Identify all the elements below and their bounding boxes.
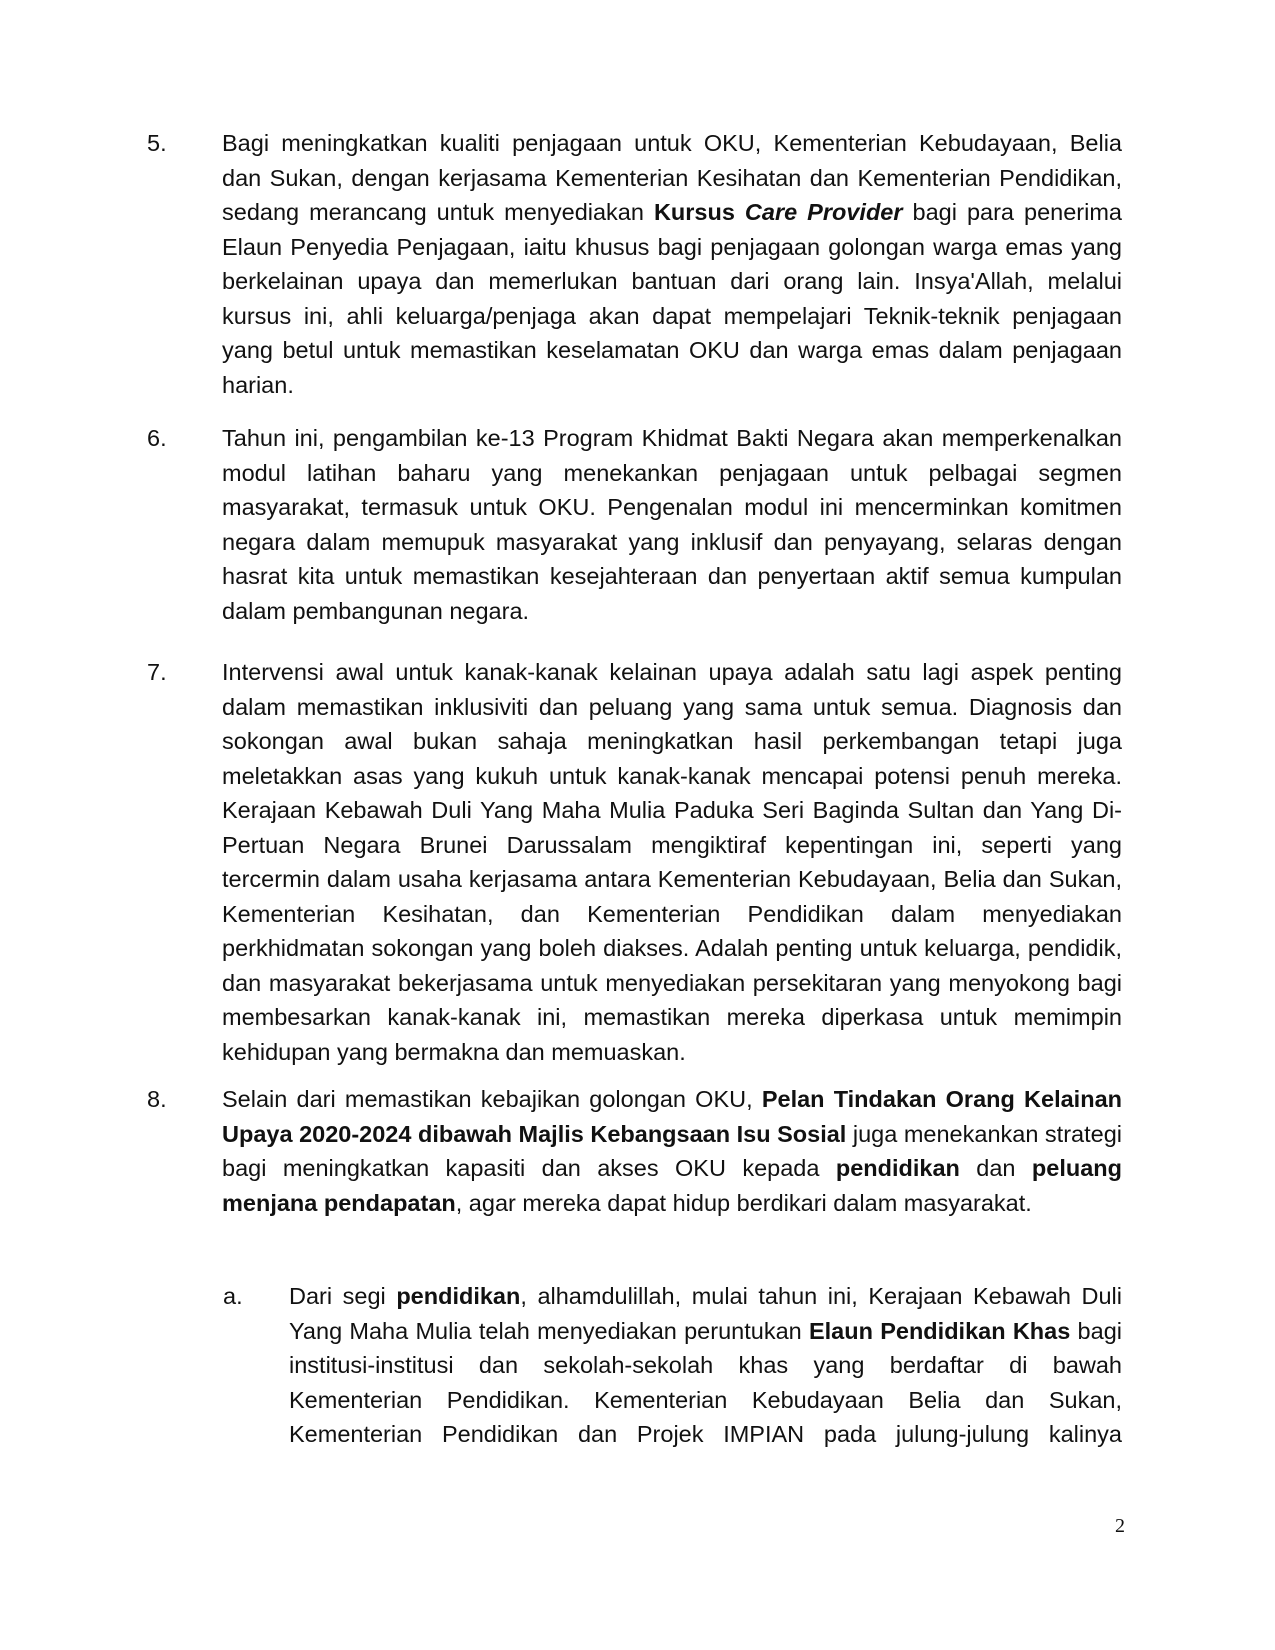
bold-text: pendidikan	[396, 1283, 521, 1309]
text-run: Bagi meningkatkan kualiti penjagaan untuk OKU, Kementerian Kebudayaan, Belia dan Sukan, dengan kerjasama Kementerian Kesihatan dan Kementerian Pendidikan, sedang merancang untuk menyediakan	[222, 130, 1122, 225]
paragraph-text	[222, 126, 1122, 402]
bold-text: peluang menjana pendapatan	[222, 1155, 1122, 1216]
subparagraph-text	[289, 1279, 1122, 1452]
text-run: , agar mereka dapat hidup berdikari dalam masyarakat.	[455, 1189, 1032, 1216]
paragraph-number: 6.	[147, 425, 167, 451]
paragraph-text	[222, 1082, 1122, 1220]
bold-text: Elaun Pendidikan Khas	[808, 1317, 1071, 1344]
text-run: Intervensi awal untuk kanak-kanak kelainan upaya adalah satu lagi aspek penting dalam memastikan inklusiviti dan peluang yang sama untuk semua. Diagnosis dan sokongan awal bukan sahaja meningkatkan hasil perkembangan tetapi juga meletakkan asas yang kukuh untuk kanak-kanak mencapai potensi penuh mereka. Kerajaan Kebawah Duli Yang Maha Mulia Paduka Seri Baginda Sultan dan Yang Di-Pertuan Negara Brunei Darussalam mengiktiraf kepentingan ini, seperti yang tercermin dalam usaha kerjasama antara Kementerian Kebudayaan, Belia dan Sukan, Kementerian Kesihatan, dan Kementerian Pendidikan dalam menyediakan perkhidmatan sokongan yang boleh diakses. Adalah penting untuk keluarga, pendidik, dan masyarakat bekerjasama untuk menyediakan persekitaran yang menyokong bagi membesarkan kanak-kanak ini, memastikan mereka diperkasa untuk memimpin kehidupan yang bermakna dan memuaskan.	[222, 659, 1122, 1065]
subparagraph-letter: a.	[223, 1283, 243, 1309]
paragraph-number: 7.	[147, 659, 167, 685]
text-run: juga menekankan strategi bagi meningkatkan kapasiti dan akses OKU kepada	[222, 1120, 1122, 1181]
bold-text: Kursus	[653, 199, 745, 225]
text-run: Dari segi	[289, 1283, 397, 1309]
paragraph-number: 5.	[147, 130, 167, 156]
text-run: Selain dari memastikan kebajikan golongan OKU,	[222, 1086, 762, 1112]
paragraph-6	[147, 421, 1122, 628]
bold-text: Pelan Tindakan Orang Kelainan Upaya 2020-2024 dibawah Majlis Kebangsaan Isu Sosial	[222, 1086, 1122, 1147]
paragraph-5	[147, 126, 1122, 402]
bold-italic-text: Care Provider	[744, 199, 903, 225]
subparagraph-8a	[223, 1279, 1122, 1452]
paragraph-text	[222, 421, 1122, 628]
paragraph-number: 8.	[147, 1086, 167, 1112]
text-run: bagi para penerima Elaun Penyedia Penjagaan, iaitu khusus bagi penjagaan golongan warga emas yang berkelainan upaya dan memerlukan bantuan dari orang lain. Insya'Allah, melalui kursus ini, ahli keluarga/penjaga akan dapat mempelajari Teknik-teknik penjagaan yang betul untuk memastikan keselamatan OKU dan warga emas dalam penjagaan harian.	[222, 199, 1122, 398]
page-number: 2	[1115, 1515, 1125, 1537]
bold-text: pendidikan	[835, 1155, 960, 1181]
text-run: Tahun ini, pengambilan ke-13 Program Khidmat Bakti Negara akan memperkenalkan modul latihan baharu yang menekankan penjagaan untuk pelbagai segmen masyarakat, termasuk untuk OKU. Pengenalan modul ini mencerminkan komitmen negara dalam memupuk masyarakat yang inklusif dan penyayang, selaras dengan hasrat kita untuk memastikan kesejahteraan dan penyertaan aktif semua kumpulan dalam pembangunan negara.	[222, 425, 1122, 624]
text-run: dan	[959, 1155, 1032, 1181]
text-run: , alhamdulillah, mulai tahun ini, Kerajaan Kebawah Duli Yang Maha Mulia telah menyediakan peruntukan	[289, 1283, 1122, 1344]
paragraph-text	[222, 655, 1122, 1069]
text-run: bagi institusi-institusi dan sekolah-sekolah khas yang berdaftar di bawah Kementerian Pendidikan. Kementerian Kebudayaan Belia dan Sukan, Kementerian Pendidikan dan Projek IMPIAN pada julung-julung kalinya	[289, 1317, 1122, 1447]
paragraph-8	[147, 1082, 1122, 1220]
paragraph-7	[147, 655, 1122, 1069]
